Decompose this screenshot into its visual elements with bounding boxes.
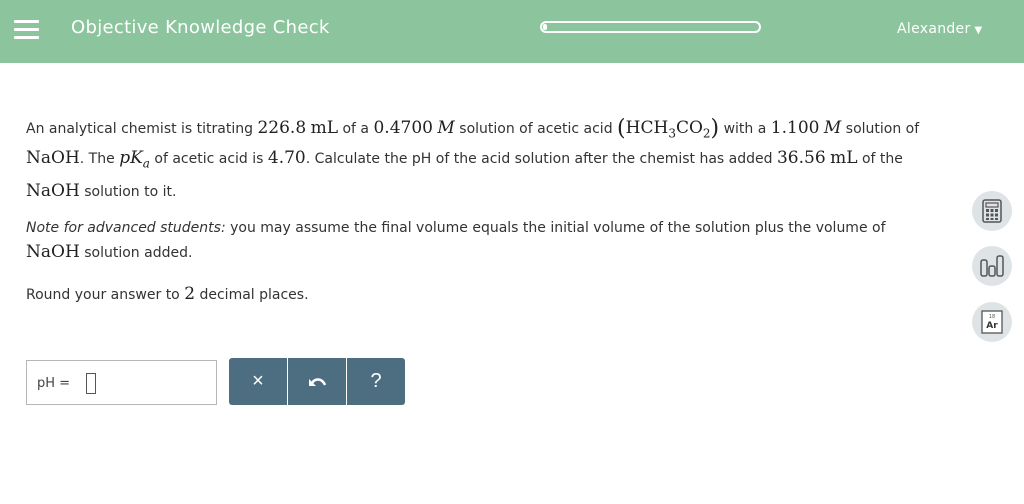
question-text: solution of acetic acid (459, 121, 613, 137)
question-text: solution to it. (84, 184, 177, 200)
top-bar (0, 0, 1024, 63)
note-text: you may assume the final volume equals the initial volume of the solution plus the volume of (230, 220, 886, 236)
periodic-table-icon (981, 310, 1003, 334)
rounding-instruction (26, 284, 309, 304)
unit-molar: M (823, 118, 842, 138)
acid-concentration: 0.4700 (373, 118, 433, 138)
question-text: . Calculate the pH of the acid solution after the chemist has added (305, 151, 773, 167)
question-text: An analytical chemist is titrating (26, 121, 254, 137)
question-text: with a (723, 121, 767, 137)
naoh-formula: NaOH (26, 181, 80, 201)
note-line-1 (26, 220, 886, 236)
question-line-1 (26, 114, 919, 140)
caret-down-icon: ▼ (974, 25, 983, 36)
naoh-formula: NaOH (26, 148, 80, 168)
base-volume: 36.56 (776, 148, 826, 168)
base-concentration: 1.100 (770, 118, 820, 138)
progress-fill (543, 24, 547, 30)
undo-button[interactable] (288, 358, 346, 405)
question-text: solution of (845, 121, 920, 137)
data-analysis-button[interactable] (972, 246, 1012, 286)
undo-icon (306, 375, 328, 389)
answer-box (26, 360, 217, 405)
question-line-3 (26, 181, 176, 201)
question-line-2 (26, 148, 903, 170)
note-line-2 (26, 242, 192, 262)
instruction-text: decimal places. (199, 287, 309, 303)
acid-volume: 226.8 (257, 118, 307, 138)
calculator-button[interactable] (972, 191, 1012, 231)
menu-icon[interactable] (14, 20, 39, 40)
clear-button[interactable]: × (229, 358, 287, 405)
note-label: Note for advanced students: (26, 220, 226, 236)
unit-ml: mL (830, 148, 858, 168)
unit-molar: M (437, 118, 455, 138)
help-button[interactable]: ? (347, 358, 405, 405)
answer-label: pH = (37, 376, 71, 391)
instruction-text: Round your answer to (26, 287, 180, 303)
question-text: of the (861, 151, 903, 167)
periodic-table-button[interactable] (972, 302, 1012, 342)
question-text: of acetic acid is (154, 151, 264, 167)
unit-ml: mL (310, 118, 339, 138)
bar-chart-icon (979, 254, 1005, 278)
decimal-places: 2 (184, 284, 196, 304)
user-menu[interactable] (897, 21, 983, 37)
periodic-symbol: Ar (986, 321, 998, 331)
pka-value: 4.70 (267, 148, 306, 168)
pka-symbol: $pK_a$ (119, 148, 150, 171)
ph-answer-input[interactable] (86, 373, 96, 394)
page-title: Objective Knowledge Check (71, 17, 330, 38)
answer-toolbar (229, 358, 405, 405)
user-name: Alexander (897, 21, 971, 37)
progress-bar (540, 21, 761, 33)
question-text: of a (342, 121, 370, 137)
naoh-formula: NaOH (26, 242, 80, 262)
calculator-icon (982, 199, 1002, 223)
question-text: . The (79, 151, 115, 167)
periodic-number: 18 (988, 314, 996, 320)
note-text: solution added. (84, 245, 193, 261)
acid-formula: $(HCH_3CO_2)$ (617, 116, 720, 141)
